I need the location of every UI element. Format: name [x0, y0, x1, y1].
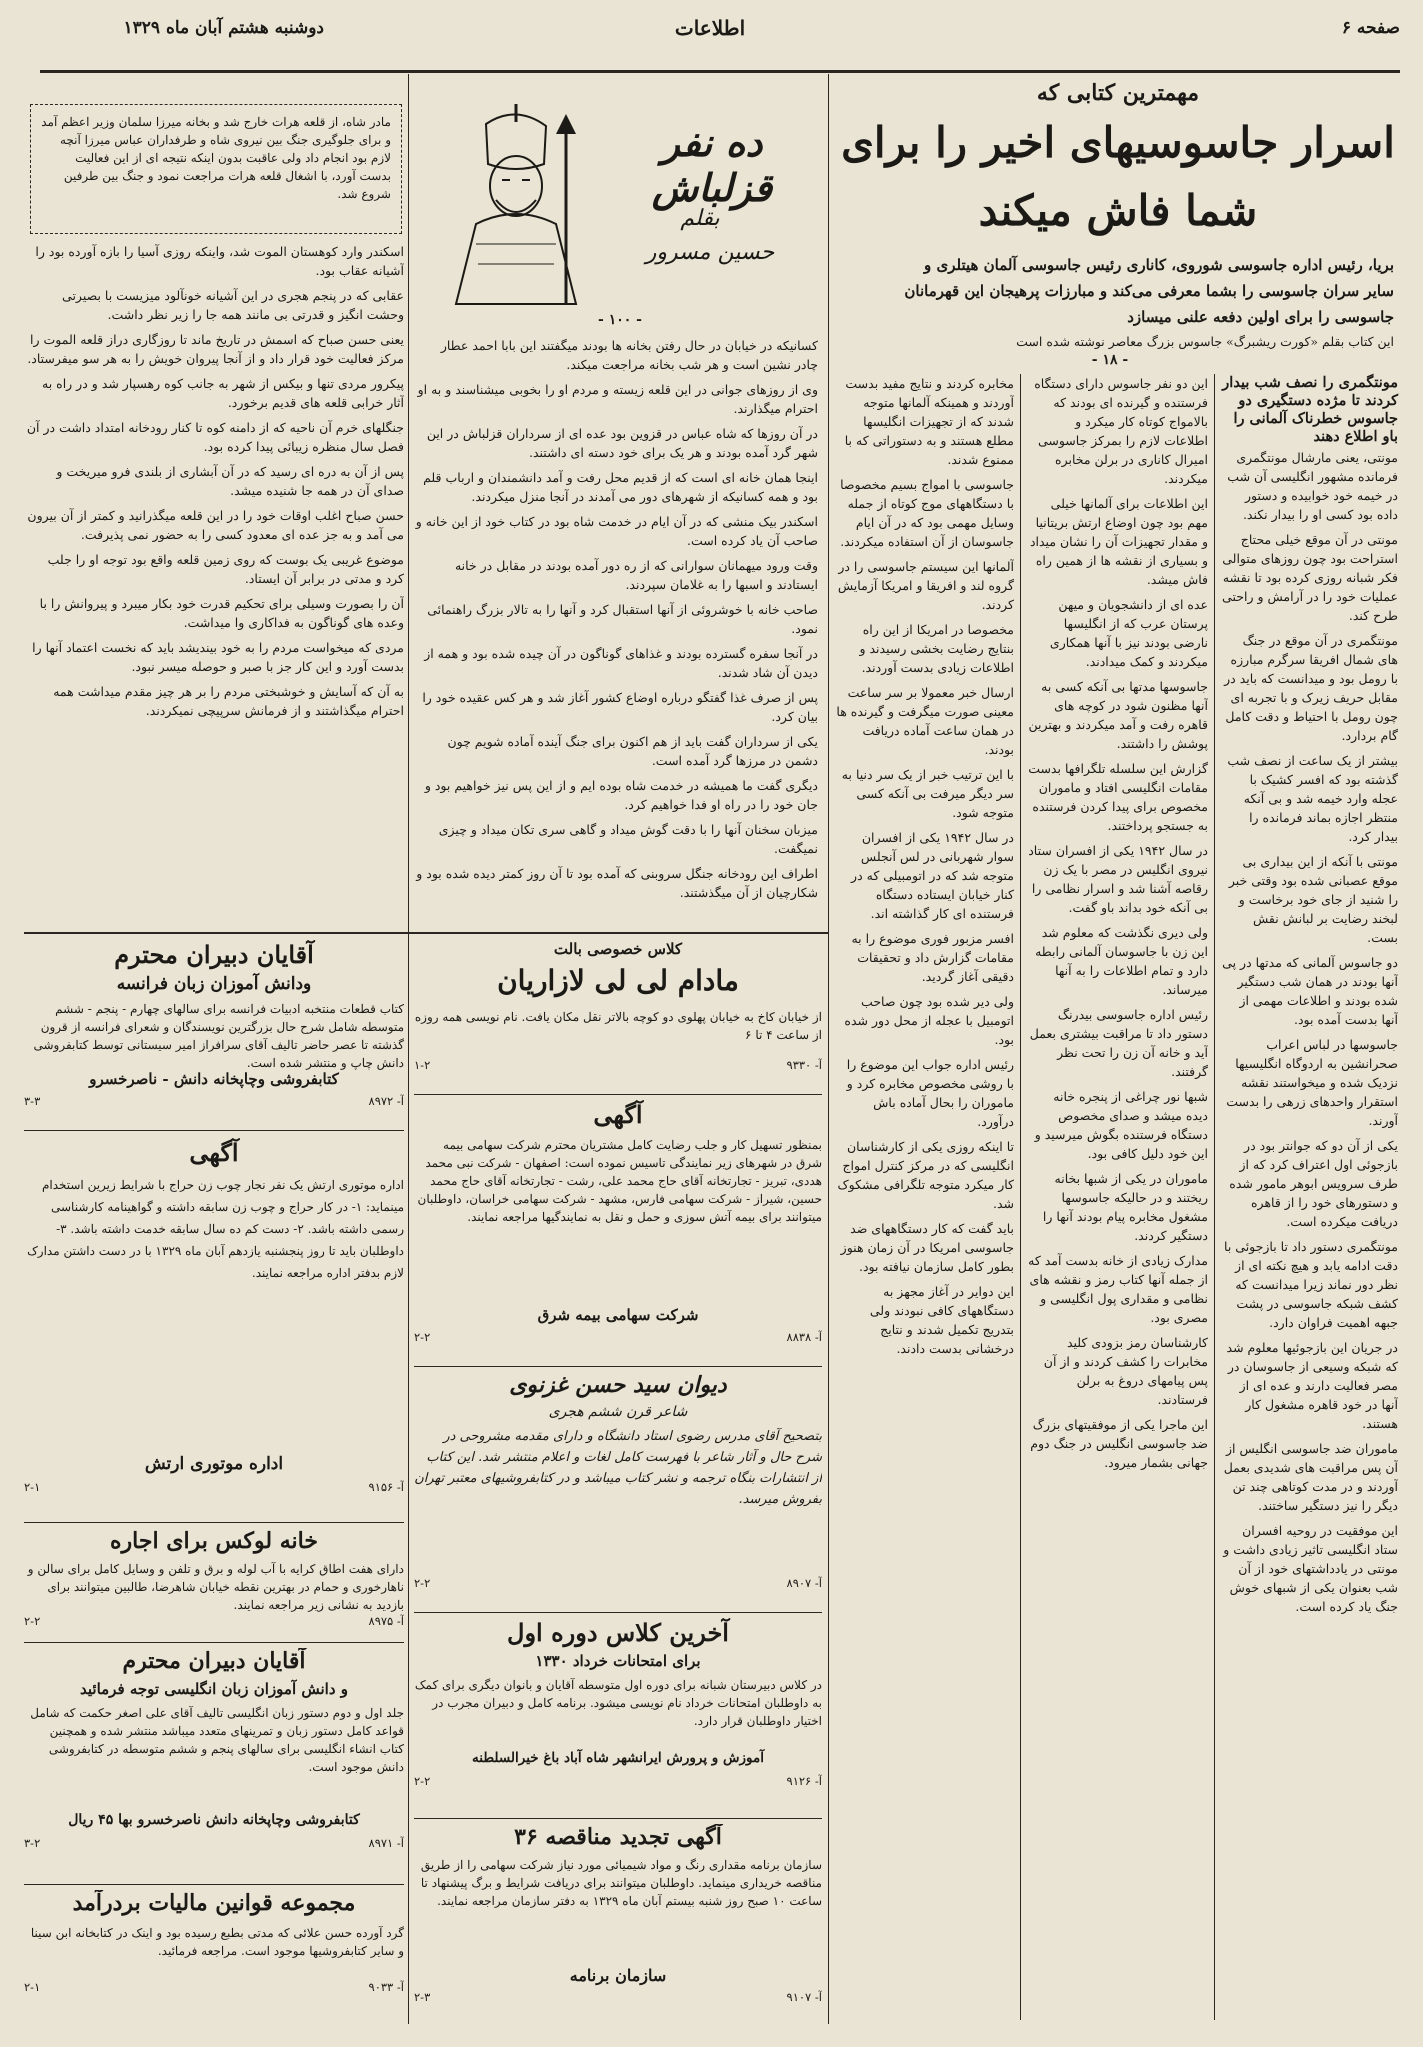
- main-column-rule: [1020, 374, 1021, 2020]
- ad-body: کتاب قطعات منتخبه ادبیات فرانسه برای سالهای چهارم - پنجم - ششم متوسطه شامل شرح حال بزرگترین نویسندگان و شعرای فرانسه از قرون گذشته تا عصر حاضر تالیف آقای سرافراز امیر سیستانی توسط کتابفروشی دانش چاپ و منتشر شده است.: [33, 1002, 404, 1070]
- main-story-deck-3: جاسوسی را برای اولین دفعه علنی میسازد: [1127, 308, 1394, 326]
- ad-body: سازمان برنامه مقداری رنگ و مواد شیمیائی مورد نیاز شرکت سهامی را از طریق مناقصه خریداری مینماید. داوطلبان میتوانند برای دریافت شرایط و برگ پیشنهاد تا ساعت ۱۰ صبح روز شنبه بیستم آبان ماه ۱۳۲۹ به دفتر سازمان مراجعه نمایند.: [420, 1858, 822, 1908]
- serial-title: ده نفر قزلباش: [651, 120, 773, 210]
- ad-title: آقایان دبیران محترم: [122, 1648, 306, 1674]
- paragraph: اسکندر وارد کوهستان الموت شد، واینکه روزی آسیا را بازه آورده بود را آشیانه عقاب بود.: [35, 244, 404, 278]
- paragraph: موضوع غریبی یک بوست که روی زمین قلعه واقع بود توجه او را جلب کرد و مدتی در برابر آن ایستاد.: [47, 552, 404, 586]
- paragraph: در سال ۱۹۴۲ یکی از افسران سوار شهربانی در لس آنجلس متوجه شد که در اتومبیلی که در کنار خیابان ایستاده دستگاه فرستنده ای کار گذاشته اند.: [851, 830, 1014, 921]
- paragraph: مونتگمری در آن موقع در جنگ های شمال افریقا سرگرم مبارزه با رومل بود و میدانست که باید در مقابل حریف زیرک و با تجربه ای چون رومل با احتیاط و دقت کامل گام بردارد.: [1224, 633, 1398, 743]
- ads-top-rule: [24, 932, 828, 934]
- paragraph: مونتی در آن موقع خیلی محتاج استراحت بود چون روزهای متوالی فکر شبانه روزی کرده بود تا نقشه عملیات خود را در آرامش و راحتی طرح کند.: [1222, 532, 1398, 623]
- ad-separator: [24, 1884, 404, 1885]
- ad-footer: شرکت سهامی بیمه شرق: [537, 1306, 699, 1324]
- paragraph: مخابره کردند و نتایج مفید بدست آوردند و همینکه آلمانها متوجه شدند که از تجهیزات انگلیسها مطلع هستند و به دستوراتی که با ممنوع شدند.: [844, 376, 1014, 467]
- paragraph: مونتی با آنکه از این بیداری بی موقع عصبانی شده بود وقتی خبر را شنید از جای خود برخاست و لبخند رضایت بر لبانش نقش بست.: [1228, 854, 1398, 945]
- ad-divan-book: [414, 1372, 822, 1608]
- ad-code-right: آ- ۹۰۳۳: [368, 1980, 404, 1994]
- ad-body: از خیابان کاخ به خیابان پهلوی دو کوچه بالاتر نقل مکان یافت. نام نویسی همه روزه از ساعت ۴ تا ۶: [414, 1010, 822, 1042]
- paragraph: یکی از آن دو که جوانتر بود در بازجوئی اول اعتراف کرد که از طرف سرویس ابوهر مامور شده و دستورهای خود را از قاهره دریافت میکرده است.: [1229, 1138, 1398, 1229]
- paragraph: یکی از سرداران گفت باید از هم اکنون برای جنگ آینده آماده شویم چون دشمن در مرزها گرد آمده است.: [447, 734, 818, 768]
- ad-separator: [24, 1522, 404, 1523]
- paragraph: اسکندر بیک منشی که در آن ایام در خدمت شاه بود در کتاب خود از این خانه و صاحب آن یاد کرده است.: [415, 514, 818, 548]
- serial-column-right: [414, 336, 818, 926]
- ad-english-teachers: [24, 1648, 404, 1880]
- paragraph: ولی دیری نگذشت که معلوم شد این زن با جاسوسان آلمانی رابطه دارد و تمام اطلاعات را به آنها میرساند.: [1035, 925, 1208, 997]
- paragraph: این ماجرا یکی از موفقیتهای بزرگ ضد جاسوسی انگلیس در جنگ دوم جهانی بشمار میرود.: [1030, 1417, 1208, 1470]
- paragraph: کارشناسان رمز بزودی کلید مخابرات را کشف کردند و از آن پس پیامهای دروغ به برلن فرستادند.: [1043, 1335, 1208, 1407]
- paragraph: جنگلهای خرم آن ناحیه که از دامنه کوه تا کنار رودخانه امتداد داشت در آن فصل سال منظره زیبائی پیدا کرده بود.: [26, 420, 404, 454]
- ad-last-class: [414, 1618, 822, 1814]
- ad-code-line: [414, 1330, 822, 1344]
- ad-body: در کلاس دبیرستان شبانه برای دوره اول متوسطه آقایان و بانوان دیگری برای کمک به داوطلبان امتحانات خرداد نام نویسی میشود. برنامه کامل و دبیران مجرب در اختیار داوطلبان قرار دارد.: [414, 1678, 822, 1728]
- ad-separator: [24, 1130, 404, 1131]
- paragraph: در آنجا سفره گسترده بودند و غذاهای گوناگون در آن چیده شده بود و همه از دیدن آن شاد شدند.: [424, 646, 818, 680]
- ad-code-line: [24, 1980, 404, 1994]
- ad-title: خانه لوکس برای اجاره: [110, 1528, 318, 1554]
- ad-body: گرد آورده حسن علائی که مدتی بطبع رسیده بود و اینک در کتابخانه ابن سینا و سایر کتابفروشیها موجود است. مراجعه فرمائید.: [30, 1926, 404, 1958]
- paragraph: مخصوصا در امریکا از این راه بنتایج رضایت بخشی رسیدند و اطلاعات زیادی بدست آوردند.: [859, 622, 1014, 675]
- paragraph: پس از صرف غذا گفتگو درباره اوضاع کشور آغاز شد و هر کس عقیده خود را بیان کرد.: [422, 690, 818, 724]
- ad-code-line: [414, 1058, 822, 1072]
- main-story-column-2: [1028, 374, 1208, 2020]
- main-story-kicker: مهمترین کتابی که: [1036, 80, 1200, 106]
- paragraph: با این ترتیب خبر از یک سر دنیا به سر دیگر میرفت بی آنکه کسی متوجه شود.: [841, 767, 1014, 820]
- ad-code-left: ۲-۲: [414, 1576, 431, 1590]
- paragraph: مردی که میخواست مردم را به خود بیندیشد باید که نخست اعتماد آنها را بدست آورد و این کار جز با صبر و حوصله میسر نبود.: [32, 640, 404, 674]
- ad-title: دیوان سید حسن غزنوی: [509, 1372, 727, 1398]
- ad-separator: [414, 1818, 822, 1819]
- ad-code-right: آ- ۸۹۰۷: [786, 1576, 822, 1590]
- recap-text: مادر شاه، از قلعه هرات خارج شد و بخانه میرزا سلمان وزیر اعظم آمد و برای جلوگیری جنگ بین نیروی شاه و طرفداران عباس میرزا آنچه لازم بود انجام داد ولی عاقبت بدون اینکه نتیجه ای از این فعالیت بدست آورد، با اشغال قلعه هرات مراجعت نمود و جنگ بین طرفین شروع شد.: [41, 115, 391, 201]
- ad-separator: [414, 1612, 822, 1613]
- ad-footer: سازمان برنامه: [569, 1966, 667, 1985]
- paragraph: این اطلاعات برای آلمانها خیلی مهم بود چون اوضاع ارتش بریتانیا و مقدار تجهیزات آن را نشان میداد و بسیاری از نقشه ها از همین راه فاش میشد.: [1029, 496, 1208, 587]
- paragraph: مدارک زیادی از خانه بدست آمد که از جمله آنها کتاب رمز و نقشه های نظامی و مقداری پول انگلیسی و مصری بود.: [1028, 1253, 1208, 1325]
- ad-code-right: آ- ۸۹۷۲: [368, 1094, 404, 1108]
- ad-separator: [414, 1366, 822, 1367]
- paragraph: بیشتر از یک ساعت از نصف شب گذشته بود که افسر کشیک با عجله وارد خیمه شد و بی آنکه منتظر اجازه بماند فرمانده را بیدار کرد.: [1227, 753, 1398, 844]
- ad-code-right: آ- ۸۸۳۸: [786, 1330, 822, 1344]
- column-divider-serial: [408, 74, 409, 934]
- warrior-drawing-icon: [416, 104, 616, 314]
- ad-title: آگهی: [189, 1138, 239, 1167]
- paragraph: شبها نور چراغی از پنجره خانه دیده میشد و صدای مخصوص دستگاه فرستنده بگوش میرسید و این خود دلیل کافی بود.: [1034, 1089, 1208, 1161]
- paragraph: یعنی حسن صباح که اسمش در تاریخ ماند تا روزگاری دراز قلعه الموت را مرکز فعالیت خود قرار داد و از آنجا پیروان خویش را به هر سو میفرستاد.: [27, 332, 404, 366]
- ad-code-right: آ- ۹۱۲۶: [786, 1774, 822, 1788]
- main-column-rule: [1214, 374, 1215, 2020]
- ad-footer: اداره موتوری ارتش: [144, 1454, 284, 1474]
- masthead: اطلاعات: [674, 16, 746, 40]
- ad-code-right: آ- ۸۹۷۱: [368, 1836, 404, 1850]
- ad-code-line: [24, 1094, 404, 1108]
- ad-code-line: [414, 1576, 822, 1590]
- paragraph: پیکرور مردی تنها و بیکس از شهر به جانب کوه رهسپار شد و در راه به آثار خرابی قلعه های قدیم برخورد.: [42, 376, 404, 410]
- paragraph: این دو نفر جاسوس دارای دستگاه فرستنده و گیرنده ای بودند که بالامواج کوتاه کار میکرد و اطلاعات لازم را بمرکز جاسوسی امیرال کاناری در برلن مخابره میکردند.: [1034, 376, 1208, 486]
- ad-body: اداره موتوری ارتش یک نفر نجار چوب زن حراج با شرایط زیرین استخدام مینماید: ۱- در کار حراج و چوب زن سابقه داشته و گواهینامه کارشناسی رسمی داشته باشد. ۲- دست کم ده سال سابقه خدمت داشته باشد. ۳- داوطلبان باید تا روز پنجشنبه یازدهم آبان ماه ۱۳۲۹ با در دست داشتن مدارک لازم بدفتر اداره مراجعه نمایند.: [27, 1178, 404, 1280]
- paragraph: جاسوسی با امواج بسیم مخصوصا با دستگاههای موج کوتاه از جمله وسایل مهمی بود که در آن ایام جاسوسان از آن استفاده میکردند.: [840, 477, 1014, 549]
- ad-separator: [24, 1642, 404, 1643]
- ad-code-left: ۲-۳: [414, 1990, 431, 2004]
- ad-code-left: ۳-۳: [24, 1094, 41, 1108]
- paragraph: حسن صباح اغلب اوقات خود را در این قلعه میگذرانید و کمتر از آن بیرون می آمد و به جز عده ای معدود کسی را به حضور نمی پذیرفت.: [27, 508, 404, 542]
- paragraph: آلمانها این سیستم جاسوسی را در گروه لند و افریقا و امریکا آزمایش کردند.: [837, 559, 1014, 612]
- ad-code-line: [24, 1480, 404, 1494]
- ad-title-small: کلاس خصوصی بالت: [553, 940, 683, 958]
- main-story-headline-1: اسرار جاسوسیهای اخیر را برای: [841, 118, 1395, 167]
- page-number: صفحه ۶: [1341, 18, 1400, 38]
- paragraph: افسر مزبور فوری موضوع را به مقامات گزارش داد و تحقیقات دقیقی آغاز گردید.: [851, 931, 1014, 984]
- ad-title: آخرین کلاس دوره اول: [507, 1618, 729, 1647]
- serial-installment: - ۱۰۰ -: [598, 312, 642, 328]
- ad-code-left: ۲-۱: [24, 1480, 41, 1494]
- ad-body: دارای هفت اطاق کرایه با آب لوله و برق و تلفن و وسایل کامل برای سالن و ناهارخوری و حمام در بهترین نقطه خیابان شاهرضا، طالبین میتوانند برای بازدید به نشانی زیر مراجعه نمایند.: [27, 1562, 404, 1612]
- paragraph: وی از روزهای جوانی در این قلعه زیسته و مردم او را بخوبی میشناسند و به او احترام میگذارند.: [417, 382, 818, 416]
- main-story-source-note: این کتاب بقلم «کورت ریشبرگ» جاسوس بزرگ معاصر نوشته شده است: [1016, 334, 1394, 349]
- paragraph: گزارش این سلسله تلگرافها بدست مقامات انگلیسی افتاد و ماموران مخصوص برای پیدا کردن فرستنده به جستجو پرداختند.: [1028, 761, 1208, 833]
- ad-army-motor-department: [24, 1138, 404, 1518]
- column-divider-ads: [408, 934, 409, 2024]
- ad-title: آقایان دبیران محترم: [114, 940, 314, 969]
- paragraph: عده ای از دانشجویان و میهن پرستان عرب که از انگلیسها نارضی بودند نیز با آنها همکاری میکردند و کمک میدادند.: [1049, 597, 1208, 669]
- ad-subtitle: برای امتحانات خرداد ۱۳۳۰: [535, 1652, 701, 1670]
- ad-code-line: [24, 1614, 404, 1628]
- paragraph: ماموران در یکی از شبها بخانه ریختند و در حالیکه جاسوسها مشغول مخابره پیام بودند آنها را دستگیر کردند.: [1042, 1171, 1208, 1243]
- main-story-subhead: مونتگمری را نصف شب بیدار کردند تا مژده دستگیری دو جاسوس خطرناک آلمانی را باو اطلاع دهند: [1222, 374, 1398, 445]
- paragraph: عقابی که در پنجم هجری در این آشیانه خونآلود میزیست با بصیرتی وحشت انگیز و قدرتی بی مانند همه جا را زیر نظر داشت.: [62, 288, 404, 322]
- main-story-deck-1: بریا، رئیس اداره جاسوسی شوروی، کاناری رئیس جاسوسی آلمان هیتلری و: [924, 256, 1394, 274]
- ad-code-line: [414, 1774, 822, 1788]
- ad-title: مادام لی لی لازاریان: [497, 964, 739, 997]
- paragraph: صاحب خانه با خوشروئی از آنها استقبال کرد و آنها را به تالار بزرگ راهنمائی نمود.: [427, 602, 818, 636]
- issue-date: دوشنبه هشتم آبان ماه ۱۳۲۹: [123, 18, 324, 38]
- ad-code-left: ۲-۲: [24, 1614, 41, 1628]
- paragraph: به آن که آسایش و خوشبختی مردم را بر هر چیز مقدم میداشت همه احترام میگذاشتند و از فرمانش سرپیچی نمیکردند.: [53, 684, 404, 718]
- ad-code-left: ۱-۲: [414, 1058, 431, 1072]
- ad-code-line: [414, 1990, 822, 2004]
- ad-subtitle: و دانش آموزان زبان انگلیسی توجه فرمائید: [80, 1680, 348, 1698]
- paragraph: آن را بصورت وسیلی برای تحکیم قدرت خود بکار میبرد و پیروانش را با وعده های گوناگون به فداکاری وا میداشت.: [39, 596, 404, 630]
- paragraph: دو جاسوس آلمانی که مدتها در پی آنها بودند در همان شب دستگیر شده بودند و اطلاعات مهمی از آنها بدست آمده بود.: [1222, 955, 1398, 1027]
- main-story-installment: - ۱۸ -: [1091, 352, 1129, 368]
- illustration-qizilbash-warrior: [416, 104, 616, 314]
- ad-subtitle: ودانش آموزان زبان فرانسه: [116, 974, 312, 994]
- paragraph: میزبان سخنان آنها را با دقت گوش میداد و گاهی سری تکان میداد و چیزی نمیگفت.: [438, 822, 818, 856]
- serial-byline-label: بقلم: [680, 206, 720, 231]
- ad-code-left: ۲-۱: [24, 1980, 41, 1994]
- ad-luxury-house-rent: [24, 1528, 404, 1638]
- paragraph: اطراف این رودخانه جنگل سروبنی که آمده بود تا آن روز کمتر دیده شده بود و شکارچیان از آن میگذشتند.: [416, 866, 818, 900]
- main-story-column-1: [1222, 448, 1398, 2020]
- ad-code-left: ۲-۲: [414, 1774, 431, 1788]
- paragraph: رئیس اداره جواب این موضوع را با روشی مخصوص مخابره کرد و ماموران را بحال آماده باش درآورد.: [846, 1057, 1014, 1129]
- ad-footer: کتابفروشی وچاپخانه دانش ناصرخسرو بها ۴۵ ریال: [68, 1812, 360, 1828]
- main-story-deck-2: سایر سران جاسوسی را بشما معرفی می‌کند و مبارزات پرهیجان این قهرمانان: [904, 282, 1394, 300]
- paragraph: ولی دیر شده بود چون صاحب اتومبیل با عجله از محل دور شده بود.: [844, 994, 1014, 1047]
- header-rule: [40, 70, 1400, 73]
- paragraph: این دوایر در آغاز مجهز به دستگاههای کافی نبودند ولی بتدریج تکمیل شدند و نتایج درخشانی بدست دادند.: [869, 1284, 1014, 1356]
- ad-body: بمنظور تسهیل کار و جلب رضایت کامل مشتریان محترم شرکت سهامی بیمه شرق در شهرهای زیر نمایندگی تاسیس نموده است: اصفهان - شرکت نبی محمد هددی، تبریز - تجارتخانه آقای حاج محمد علی، رشت - تجارتخانه آقای حاج محمد حسین، شیراز - شرکت سهامی فارس، مشهد - شرکت سهامی خراسان، داوطلبان میتوانند برای بیمه آتش سوزی و حمل و نقل به نمایندگیها مراجعه نمایند.: [417, 1138, 822, 1224]
- paragraph: ماموران ضد جاسوسی انگلیس از آن پس مراقبت های شدیدی بعمل آوردند و در مدت کوتاهی چند تن دیگر را نیز دستگیر ساختند.: [1223, 1441, 1398, 1513]
- main-story-column-3: [836, 374, 1014, 2020]
- ad-code-line: [24, 1836, 404, 1850]
- ad-code-right: آ- ۹۱۰۷: [786, 1990, 822, 2004]
- paragraph: کسانیکه در خیابان در حال رفتن بخانه ها بودند میگفتند این بابا احمد عطار چادر نشین است و هر شب بخانه مراجعت میکند.: [440, 338, 818, 372]
- ad-french-teachers: [24, 940, 404, 1126]
- paragraph: اینجا همان خانه ای است که از قدیم محل رفت و آمد دانشمندان و ارباب قلم بود و همه کسانیکه از شهرهای دور می آمدند در آنجا منزل میکردند.: [423, 470, 818, 504]
- ad-footer: آموزش و پرورش ایرانشهر شاه آباد باغ خیرالسلطنه: [472, 1750, 764, 1766]
- column-divider-main: [828, 74, 829, 2024]
- ad-code-left: ۳-۲: [24, 1836, 41, 1850]
- paragraph: این موفقیت در روحیه افسران ستاد انگلیسی تاثیر زیادی داشت و مونتی در یادداشتهای خود از آن شب بعنوان یکی از شبهای خوش جنگ یاد کرده است.: [1223, 1523, 1398, 1614]
- paragraph: در سال ۱۹۴۲ یکی از افسران ستاد نیروی انگلیس در مصر با یک زن رقاصه آشنا شد و اسرار نظامی را بی آنکه خود بداند باو گفت.: [1028, 843, 1208, 915]
- ad-tender-notice: [414, 1824, 822, 2020]
- ad-code-right: آ- ۸۹۷۵: [368, 1614, 404, 1628]
- paragraph: وقت ورود میهمانان سوارانی که از ره دور آمده بودند در مقابل در خانه ایستادند و اسبها را به غلامان سپردند.: [454, 558, 818, 592]
- ad-body: بتصحیح آقای مدرس رضوی استاد دانشگاه و دارای مقدمه مشروحی در شرح حال و آثار شاعر با فهرست کامل لغات و اعلام منتشر شد. این کتاب از انتشارات بنگاه ترجمه و نشر کتاب میباشد و در کتابفروشیهای معتبر تهران بفروش میرسد.: [414, 1429, 822, 1507]
- paragraph: جاسوسها مدتها بی آنکه کسی به آنها مظنون شود در کوچه های قاهره رفت و آمد میکردند و بهترین پوشش را داشتند.: [1028, 679, 1208, 751]
- ad-code-right: آ- ۹۱۵۶: [368, 1480, 404, 1494]
- ad-title: مجموعه قوانین مالیات بردرآمد: [72, 1890, 356, 1916]
- paragraph: پس از آن به دره ای رسید که در آن آبشاری از بلندی فرو میریخت و صدای آن در همه جا شنیده میشد.: [56, 464, 404, 498]
- serial-column-left: [26, 242, 404, 926]
- paragraph: مونتگمری دستور داد تا بازجوئی با دقت ادامه یابد و هیچ نکته ای از نظر دور نماند زیرا میدانست که کشف شبکه جاسوسی در پشت جبهه اهمیت فراوان دارد.: [1224, 1239, 1398, 1330]
- paragraph: دیگری گفت ما همیشه در خدمت شاه بوده ایم و از این پس نیز خواهیم بود و جان خود را در راه او فدا خواهیم کرد.: [424, 778, 818, 812]
- ad-separator: [414, 1094, 822, 1095]
- ad-code-left: ۲-۲: [414, 1330, 431, 1344]
- paragraph: جاسوسها در لباس اعراب صحرانشین به اردوگاه انگلیسیها نزدیک شده و میخواستند نقشه استقرار واحدهای زرهی را بدست آورند.: [1226, 1037, 1398, 1128]
- paragraph: در آن روزها که شاه عباس در قزوین بود عده ای از سرداران قزلباش در این شهر گرد آمده بودند و هر یک برای خود دسته ای داشتند.: [426, 426, 818, 460]
- serial-author: حسین مسرور: [645, 240, 775, 265]
- paragraph: در جریان این بازجوئیها معلوم شد که شبکه وسیعی از جاسوسان در مصر فعالیت دارند و عده ای از آنها در خود قاهره مشغول کار هستند.: [1226, 1340, 1398, 1431]
- serial-recap-box: [30, 104, 402, 234]
- ad-title: آگهی: [593, 1100, 643, 1129]
- ad-ballet-class: [414, 940, 822, 1090]
- ad-title: آگهی تجدید مناقصه ۳۶: [514, 1824, 722, 1850]
- main-story-headline-2: شما فاش میکند: [978, 186, 1258, 235]
- ad-subtitle: شاعر قرن ششم هجری: [548, 1404, 688, 1420]
- ad-footer: کتابفروشی وچاپخانه دانش - ناصرخسرو: [89, 1070, 339, 1088]
- paragraph: رئیس اداره جاسوسی بیدرنگ دستور داد تا مراقبت بیشتری بعمل آید و خانه آن زن را تحت نظر گرفتند.: [1029, 1007, 1208, 1079]
- paragraph: مونتی، یعنی مارشال مونتگمری فرمانده مشهور انگلیسی آن شب در خیمه خود خوابیده و دستور داده بود کسی او را بیدار نکند.: [1227, 450, 1398, 522]
- ad-code-right: آ- ۹۳۳۰: [786, 1058, 822, 1072]
- paragraph: ارسال خبر معمولا بر سر ساعت معینی صورت میگرفت و گیرنده ها در همان ساعت آماده دریافت بودند.: [836, 685, 1014, 757]
- paragraph: تا اینکه روزی یکی از کارشناسان انگلیسی که در مرکز کنترل امواج کار میکرد متوجه تلگرافی مشکوک شد.: [837, 1139, 1014, 1211]
- ad-body: جلد اول و دوم دستور زبان انگلیسی تالیف آقای علی اصغر حکمت که شامل قواعد کامل دستور زبان و تمرینهای متعدد میباشد منتشر شده و همچنین کتاب انشاء انگلیسی برای سالهای پنجم و ششم متوسطه در کتابفروشی دانش موجود است.: [30, 1706, 404, 1774]
- ad-insurance-company: [414, 1100, 822, 1362]
- ad-income-tax-laws: [24, 1890, 404, 2020]
- paragraph: باید گفت که کار دستگاههای ضد جاسوسی امریکا در آن زمان هنوز بطور کامل سازمان نیافته بود.: [840, 1221, 1014, 1274]
